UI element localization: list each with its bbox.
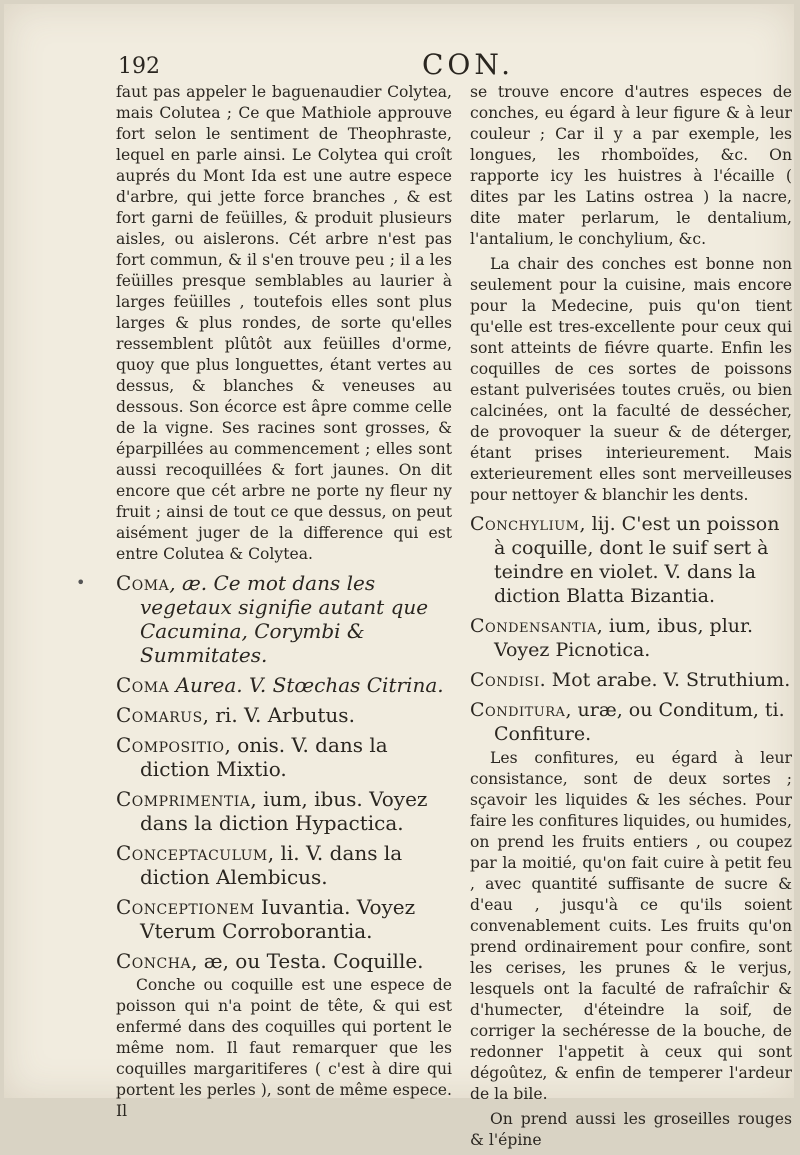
entry-text: Aurea. V. Stœchas Citrina. <box>169 673 444 697</box>
headword: Compositio <box>116 733 225 757</box>
headword: Conceptaculum <box>116 841 268 865</box>
entry-text: , onis. V. dans la diction Mixtio. <box>140 733 388 781</box>
paragraph-conche: Conche ou coquille est une espece de poisson qui n'a point de tête, & qui est enfermé dans des coquilles qui portent le même nom. Il faut remarquer que les coquilles margaritiferes ( c'est à dire qui portent les perles ), sont de même espece. Il <box>116 976 452 1120</box>
running-head: CON. <box>422 48 514 81</box>
entry-comarus <box>116 703 452 727</box>
entry-text: , æ, ou Testa. Coquille. <box>191 949 424 973</box>
headword: Condisi <box>470 669 540 691</box>
entry-text: , ium, ibus. Voyez dans la diction Hypactica. <box>140 787 428 835</box>
headword: Coma <box>116 571 170 595</box>
entry-compositio <box>116 733 452 781</box>
right-column <box>470 82 792 1155</box>
left-column <box>116 82 452 1126</box>
entry-coma <box>116 571 452 667</box>
entry-text: , li. V. dans la diction Alembicus. <box>140 841 403 889</box>
paragraph-chair: La chair des conches est bonne non seulement pour la cuisine, mais encore pour la Medecine, puis qu'on tient qu'elle est tres-excellente pour ceux qui sont atteints de fiévre quarte. Enfin les coquilles de ces sortes de poissons estant pulverisées toutes cruës, ou bien calcinées, ont la faculté de dessécher, de provoquer la sueur & de déterger, étant prises interieurement. Mais exterieurement elles sont merveilleuses pour nettoyer & blanchir les dents. <box>470 255 792 504</box>
entry-comprimentia <box>116 787 452 835</box>
entry-text: . Mot arabe. V. Struthium. <box>539 669 791 691</box>
entry-condensantia <box>470 614 792 662</box>
headword: Comarus <box>116 703 203 727</box>
entry-conchylium <box>470 512 792 608</box>
entry-concha <box>116 949 452 973</box>
entry-conceptaculum <box>116 841 452 889</box>
page-header <box>118 48 798 82</box>
paragraph-especes: se trouve encore d'autres especes de conches, eu égard à leur figure & à leur couleur ; Car il y a par exemple, les longues, les rhomboïdes, &c. On rapporte icy les huistres à l'écaille ( dites par les Latins ostrea ) la nacre, dite mater perlarum, le dentalium, l'antalium, le conchylium, &c. <box>470 83 792 248</box>
headword: Condensantia <box>470 615 597 637</box>
entry-text: , æ. Ce mot dans les vegetaux signifie autant que Cacumina, Corymbi & Summitates. <box>140 571 429 667</box>
entry-coma-aurea <box>116 673 452 697</box>
entry-condisi <box>470 668 792 692</box>
entry-text: , ri. V. Arbutus. <box>202 703 355 727</box>
entry-text: , ium, ibus, plur. Voyez Picnotica. <box>494 615 754 661</box>
paragraph-confitures: Les confitures, eu égard à leur consistance, sont de deux sortes ; sçavoir les liquides & les séches. Pour faire les confitures liquides, ou humides, on prend les fruits entiers , ou coupez par la moitié, qu'on fait cuire à petit feu , avec quantité suffisante de sucre & d'eau , jusqu'à ce qu'ils soient convenablement cuits. Les fruits qu'on prend ordinairement pour confire, sont les cerises, les prunes & le verjus, lesquels ont la faculté de rafraîchir & d'humecter, d'éteindre la soif, de corriger la sechéresse de la bouche, de redonner l'appetit à ceux qui sont dégoûtez, & enfin de temperer l'ardeur de la bile. <box>470 749 792 1103</box>
page-number: 192 <box>118 54 160 79</box>
headword: Conditura <box>470 699 566 721</box>
headword: Concha <box>116 949 192 973</box>
headword: Conchylium <box>470 513 580 535</box>
entry-text: Iuvantia. Voyez Vterum Corroborantia. <box>140 895 416 943</box>
headword: Conceptionem <box>116 895 255 919</box>
headword: Coma <box>116 673 170 697</box>
entry-text: , uræ, ou Conditum, ti. Confiture. <box>494 699 785 745</box>
entry-conditura <box>470 698 792 746</box>
entry-text: , lij. C'est un poisson à coquille, dont le suif sert à teindre en violet. V. dans la diction Blatta Bizantia. <box>494 513 780 607</box>
paragraph-colutea: faut pas appeler le baguenaudier Colytea, mais Colutea ; Ce que Mathiole approuve fort selon le sentiment de Theophraste, lequel en parle ainsi. Le Colytea qui croît auprés du Mont Ida est une autre espece d'arbre, qui jette force branches , & est fort garni de feüilles, & produit plusieurs aisles, ou aislerons. Cét arbre n'est pas fort commun, & il s'en trouve peu ; il a les feüilles presque semblables au laurier à larges feüilles , toutefois elles sont plus larges & plus rondes, de sorte qu'elles ressemblent plûtôt aux feüilles d'orme, quoy que plus longuettes, étant vertes au dessus, & blanches & veneuses au dessous. Son écorce est âpre comme celle de la vigne. Ses racines sont grosses, & éparpillées au commencement ; elles sont aussi recoquillées & fort jaunes. On dit encore que cét arbre ne porte ny fleur ny fruit ; ainsi de tout ce que dessus, on peut aisément juger de la difference qui est entre Colutea & Colytea. <box>116 83 452 563</box>
headword: Comprimentia <box>116 787 251 811</box>
entry-conceptionem <box>116 895 452 943</box>
paragraph-groseilles: On prend aussi les groseilles rouges & l'épine <box>470 1110 792 1149</box>
